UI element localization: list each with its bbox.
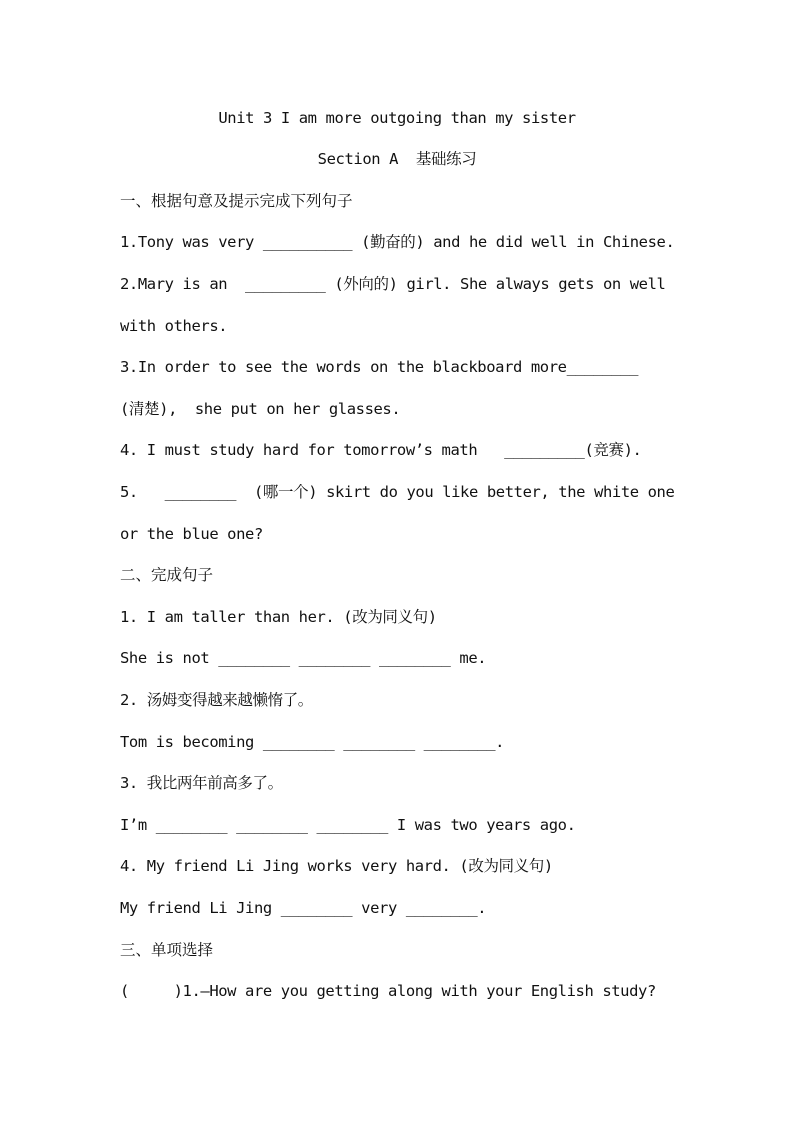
exercise-line: 4. My friend Li Jing works very hard. (改为同义句) bbox=[120, 857, 553, 875]
exercise-line: I’m ________ ________ ________ I was two years ago. bbox=[120, 816, 576, 834]
exercise-line: with others. bbox=[120, 317, 228, 335]
section-heading-3: 三、单项选择 bbox=[120, 941, 214, 959]
exercise-line: or the blue one? bbox=[120, 525, 263, 543]
exercise-line: 1. I am taller than her. (改为同义句) bbox=[120, 608, 437, 626]
exercise-line: 2. 汤姆变得越来越懒惰了。 bbox=[120, 691, 313, 709]
section-heading-1: 一、根据句意及提示完成下列句子 bbox=[120, 192, 353, 210]
exercise-line: 4. I must study hard for tomorrow’s math _________(竞赛). bbox=[120, 441, 642, 459]
section-heading-2: 二、完成句子 bbox=[120, 566, 214, 584]
document-title: Unit 3 I am more outgoing than my sister bbox=[218, 109, 576, 127]
exercise-line: She is not ________ ________ ________ me. bbox=[120, 649, 487, 667]
exercise-line: 3.In order to see the words on the blackboard more________ bbox=[120, 358, 639, 376]
exercise-line: My friend Li Jing ________ very ________. bbox=[120, 899, 487, 917]
document-subtitle: Section A 基础练习 bbox=[317, 150, 477, 168]
exercise-line: 2.Mary is an _________ (外向的) girl. She always gets on well bbox=[120, 275, 666, 293]
exercise-line: 5. ________ (哪一个) skirt do you like better, the white one bbox=[120, 483, 675, 501]
exercise-line: (清楚), she put on her glasses. bbox=[120, 400, 401, 418]
exercise-line: 3. 我比两年前高多了。 bbox=[120, 774, 283, 792]
exercise-line: Tom is becoming ________ ________ ________. bbox=[120, 733, 505, 751]
exercise-line: ( )1.–How are you getting along with your English study? bbox=[120, 982, 656, 1000]
exercise-line: 1.Tony was very __________ (勤奋的) and he did well in Chinese. bbox=[120, 233, 675, 251]
